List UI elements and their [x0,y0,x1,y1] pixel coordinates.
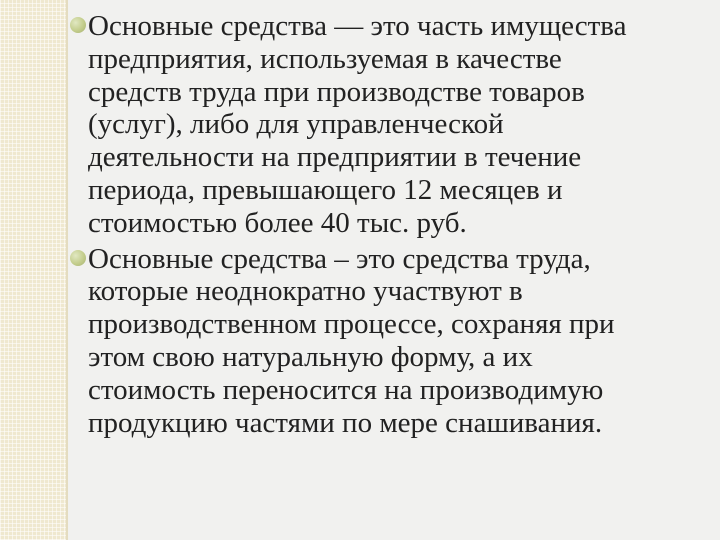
bullet-item-1 [70,10,700,240]
text-line: предприятия, используемая в качестве [88,42,562,75]
text-line: продукцию частями по мере снашивания. [88,406,603,439]
text-line: средств труда при производстве товаров [88,75,585,108]
side-band-edge [66,0,68,540]
bullet-item-2 [70,243,700,440]
text-line: стоимость переносится на производимую [88,373,604,406]
decorative-side-band [0,0,66,540]
text-line: Основные средства – это средства труда, [88,242,591,275]
text-line: (услуг), либо для управленческой [88,108,504,141]
text-line: деятельности на предприятии в течение [88,141,582,174]
text-line: стоимостью более 40 тыс. руб. [88,206,467,239]
text-line: которые неоднократно участвуют в [88,275,523,308]
circle-bullet-icon [70,250,86,266]
text-line: Основные средства — это часть имущества [88,10,627,42]
slide-content [70,10,700,442]
circle-bullet-icon [70,17,86,33]
text-line: этом свою натуральную форму, а их [88,340,533,373]
text-line: периода, превышающего 12 месяцев и [88,173,563,206]
text-line: производственном процессе, сохраняя при [88,308,615,341]
